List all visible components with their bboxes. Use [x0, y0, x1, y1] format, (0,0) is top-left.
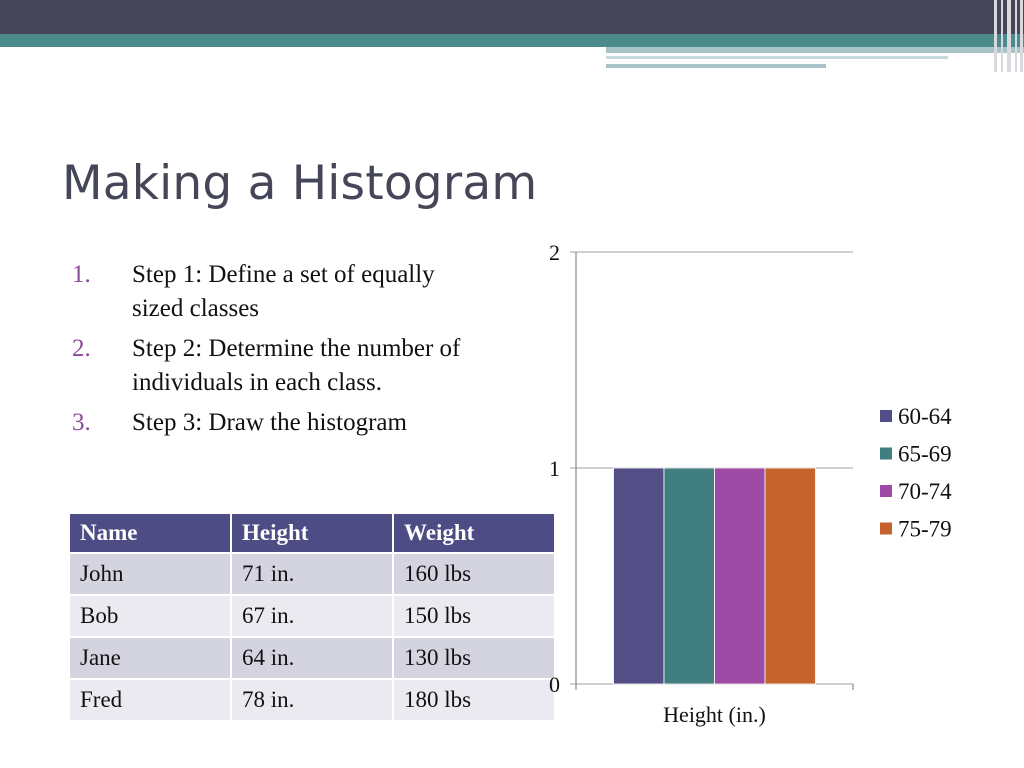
step-item: [72, 258, 492, 326]
legend-label-75-79: 75-79: [898, 516, 952, 542]
table-cell: 67 in.: [231, 595, 393, 637]
y-tick-label: 2: [549, 240, 560, 265]
step-text: Step 2: Determine the number of individuals in each class.: [132, 335, 461, 396]
table-cell: 150 lbs: [393, 595, 555, 637]
legend-label-65-69: 65-69: [898, 441, 952, 467]
bar-60-64: [614, 468, 665, 684]
table-row: [69, 679, 555, 721]
table-cell: 130 lbs: [393, 637, 555, 679]
bar-65-69: [664, 468, 715, 684]
table-row: [69, 637, 555, 679]
table-row: [69, 595, 555, 637]
y-tick-label: 1: [549, 456, 560, 481]
bar-75-79: [765, 468, 816, 684]
step-number: 3.: [72, 409, 91, 436]
accent-line-3: [606, 64, 826, 68]
table-row: [69, 553, 555, 595]
table-cell: 71 in.: [231, 553, 393, 595]
histogram-chart: [530, 236, 990, 736]
legend-swatch-70-74: [880, 485, 892, 497]
x-axis-label: Height (in.): [663, 702, 766, 727]
step-number: 2.: [72, 335, 91, 362]
top-teal-band: [0, 34, 1024, 47]
top-dark-band: [0, 0, 1024, 34]
column-header-weight: Weight: [393, 513, 555, 553]
bar-70-74: [715, 468, 766, 684]
table-cell: Jane: [69, 637, 231, 679]
step-item: [72, 332, 492, 400]
legend-label-70-74: 70-74: [898, 479, 952, 504]
table-header-row: [69, 513, 555, 553]
accent-line-2: [606, 56, 948, 59]
corner-stripes: [992, 0, 1024, 72]
table-cell: John: [69, 553, 231, 595]
legend-label-60-64: 60-64: [898, 404, 952, 429]
column-header-height: Height: [231, 513, 393, 553]
legend-swatch-65-69: [880, 448, 892, 460]
legend-swatch-60-64: [880, 410, 892, 422]
slide-title: Making a Histogram: [62, 156, 538, 211]
table-cell: 180 lbs: [393, 679, 555, 721]
table-cell: Bob: [69, 595, 231, 637]
step-item: [72, 406, 492, 440]
table-cell: 160 lbs: [393, 553, 555, 595]
column-header-name: Name: [69, 513, 231, 553]
table-cell: 78 in.: [231, 679, 393, 721]
table-cell: 64 in.: [231, 637, 393, 679]
y-tick-label: 0: [549, 672, 560, 697]
steps-list: [72, 258, 492, 446]
accent-line-1: [606, 47, 1024, 53]
step-number: 1.: [72, 261, 91, 288]
data-table: [68, 512, 556, 722]
step-text: Step 3: Draw the histogram: [132, 409, 407, 436]
table-cell: Fred: [69, 679, 231, 721]
legend-swatch-75-79: [880, 523, 892, 535]
step-text: Step 1: Define a set of equally sized classes: [132, 261, 435, 322]
